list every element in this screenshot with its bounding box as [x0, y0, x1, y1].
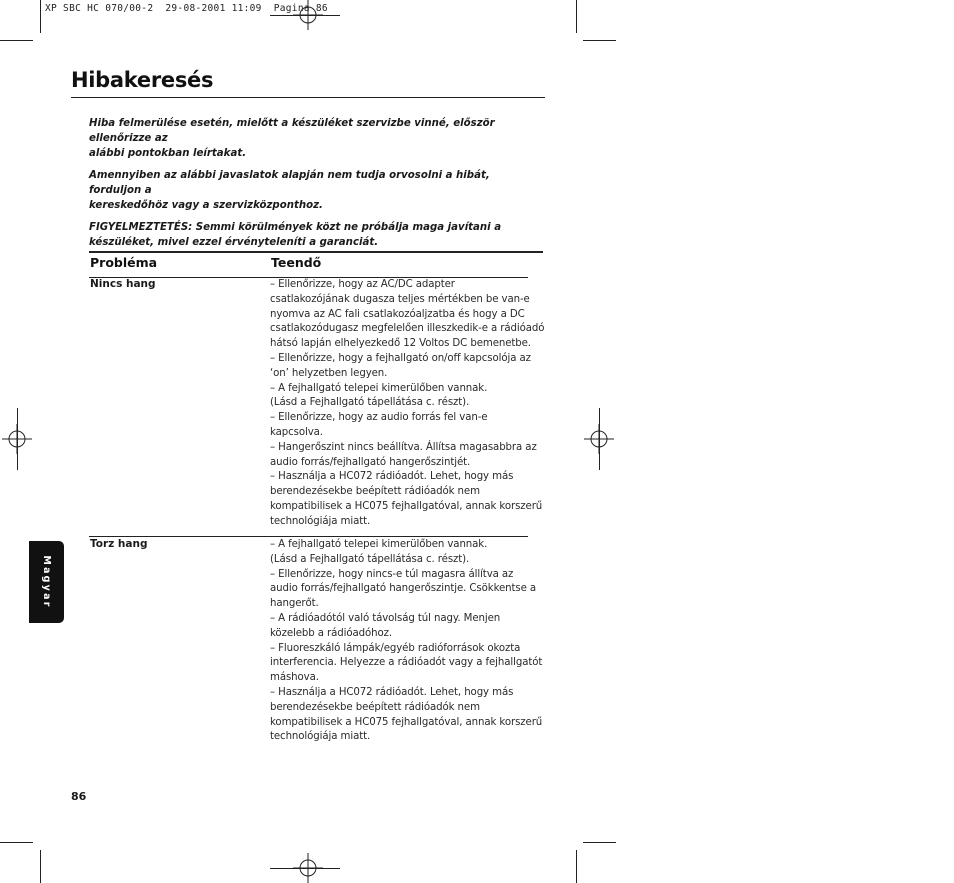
intro-paragraph: Hiba felmerülése esetén, mielőtt a készüléket szervizbe vinné, először ellenőrizze az alábbi pontokban leírtakat.: [89, 118, 495, 159]
page-title: Hibakeresés: [71, 68, 214, 92]
solution-text: – A fejhallgató telepei kimerülőben vannak. (Lásd a Fejhallgató tápellátása c. részt). – Ellenőrizze, hogy nincs-e túl magasra állítva az audio forrás/fejhallgató hangerőszintje. Csökkentse a hangerőt. – A rádióadótól való távolság túl nagy. Menjen közelebb a rádióadóhoz. – Fluoreszkáló lámpák/egyéb radióforrások okozta interferencia. Helyezze a rádióadót vagy a fejhallgatót máshova. – Használja a HC072 rádióadót. Lehet, hogy más berendezésekbe beépített rádióadók nem kompatibilisek a HC075 fejhallgatóval, annak korszerű technológiája miatt.: [270, 539, 543, 743]
solution-text: – Ellenőrizze, hogy az AC/DC adapter csatlakozójának dugasza teljes mértékben be van-e nyomva az AC fali csatlakozóaljzatba és hogy a DC csatlakozódugasz megfelelően illeszkedik-e a rádióadó hátsó lapján elhelyezkedő 12 Voltos DC bemenetbe. – Ellenőrizze, hogy a fejhallgató on/off kapcsolója az ‘on’ helyzetben legyen. – A fejhallgató telepei kimerülőben vannak. (Lásd a Fejhallgató tápellátása c. részt). – Ellenőrizze, hogy az audio forrás fel van-e kapcsolva. – Hangerőszint nincs beállítva. Állítsa magasabbra az audio forrás/fejhallgató hangerőszintjét. – Használja a HC072 rádióadót. Lehet, hogy más berendezésekbe beépített rádióadók nem kompatibilisek a HC075 fejhallgatóval, annak korszerű technológiája miatt.: [270, 279, 545, 527]
page-number: 86: [71, 790, 87, 803]
table-top-rule: [89, 251, 543, 253]
warning-paragraph: FIGYELMEZTETÉS: Semmi körülmények közt ne próbálja maga javítani a készüléket, mivel ezzel érvényteleníti a garanciát.: [89, 222, 502, 248]
column-header-problem: Probléma: [90, 255, 158, 270]
column-header-action: Teendő: [271, 255, 322, 270]
registration-line-left: [17, 408, 18, 470]
language-tab-label: Magyar: [41, 555, 52, 609]
language-tab: [29, 541, 64, 623]
registration-line-bottom: [270, 868, 340, 869]
intro-paragraph: Amennyiben az alábbi javaslatok alapján nem tudja orvosolni a hibát, forduljon a kereskedőhöz vagy a szervizközponthoz.: [89, 170, 490, 211]
problem-label: Torz hang: [90, 538, 148, 550]
problem-label: Nincs hang: [90, 278, 156, 290]
intro-notes: [89, 116, 539, 257]
registration-line-right: [599, 408, 600, 470]
print-header: XP SBC HC 070/00-2 29-08-2001 11:09 Pagina 86: [45, 3, 328, 14]
registration-line-top: [270, 15, 340, 16]
row-divider: [89, 536, 528, 537]
title-rule: [71, 97, 545, 98]
